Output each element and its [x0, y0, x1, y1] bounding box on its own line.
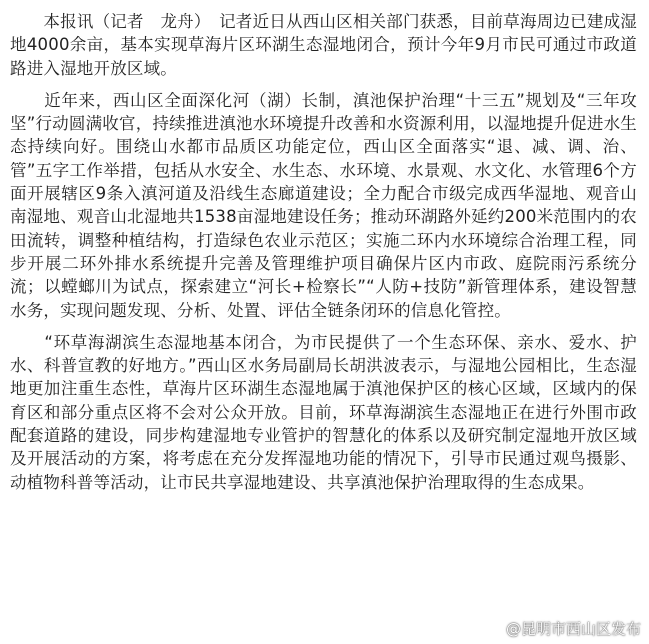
weibo-watermark — [484, 618, 641, 639]
article-paragraph-background: 近年来，西山区全面深化河（湖）长制，滇池保护治理“十三五”规划及“三年攻坚”行动圆满收官，持续推进滇池水环境提升改善和水资源利用，以湿地提升促进水生态持续向好。围绕山水都市品质区功能定位，西山区全面落实“退、减、调、治、管”五字工作举措，包括从水安全、水生态、水环境、水景观、水文化、水管理6个方面开展辖区9条入滇河道及沿线生态廊道建设；全力配合市级完成西华湿地、观音山南湿地、观音山北湿地共1538亩湿地建设任务；推动环湖路外延约200米范围内的农田流转，调整种植结构，打造绿色农业示范区；实施二环内水环境综合治理工程，同步开展二环外排水系统提升完善及管理维护项目确保片区内市政、庭院雨污系统分流；以螳螂川为试点，探索建立“河长+检察长”“人防+技防”新管理体系，建设智慧水务，实现问题发现、分析、处置、评估全链条闭环的信息化管控。 — [10, 90, 637, 320]
watermark-text: @昆明市西山区发布 — [505, 620, 641, 638]
article-paragraph-lead: 本报讯（记者 龙舟） 记者近日从西山区相关部门获悉，目前草海周边已建成湿地4000余亩，基本实现草海片区环湖生态湿地闭合，预计今年9月市民可通过市政道路进入湿地开放区域。 — [10, 12, 637, 78]
article-paragraph-quote: “环草海湖滨生态湿地基本闭合，为市民提供了一个生态环保、亲水、爱水、护水、科普宣教的好地方。”西山区水务局副局长胡洪波表示，与湿地公园相比，生态湿地更加注重生态性，草海片区环湖生态湿地属于滇池保护区的核心区域，区域内的保育区和部分重点区将不会对公众开放。目前，环草海湖滨生态湿地正在进行外围市政配套道路的建设，同步构建湿地专业管护的智慧化的体系以及研究制定湿地开放区域及开展活动的方案，将考虑在充分发挥湿地功能的情况下，引导市民通过观鸟摄影、动植物科普等活动，让市民共享湿地建设、共享滇池保护治理取得的生态成果。 — [10, 332, 637, 492]
weibo-icon — [484, 621, 502, 637]
article-body — [10, 10, 637, 494]
